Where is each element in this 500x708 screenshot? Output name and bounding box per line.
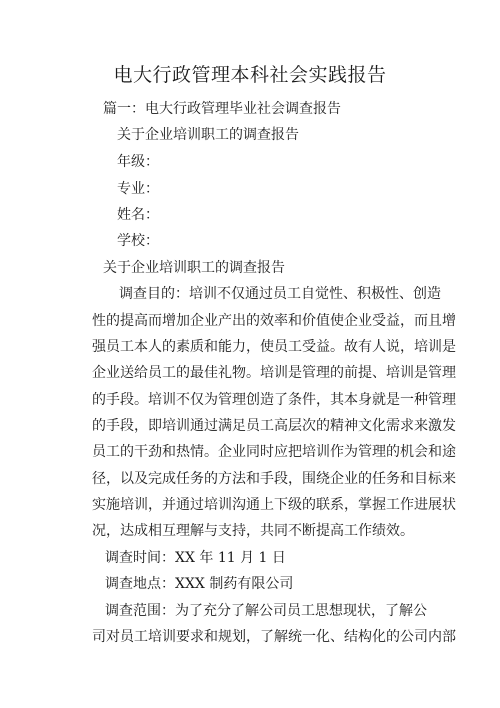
document-subtitle: 篇一：电大行政管理毕业社会调查报告 [103,101,341,117]
purpose-line: 调查目的：培训不仅通过员工自觉性、积极性、创造 [119,286,441,302]
document-title: 电大行政管理本科社会实践报告 [113,64,387,86]
purpose-line: 员工的干劲和热情。企业同时应把培训作为管理的机会和途 [92,444,456,460]
purpose-line: 实施培训，并通过培训沟通上下级的联系，掌握工作进展状 [92,497,456,513]
field-grade: 年级： [117,154,159,170]
purpose-line: 强员工本人的素质和能力，使员工受益。故有人说，培训是 [92,339,456,355]
purpose-line: 径，以及完成任务的方法和手段，围绕企业的任务和目标来 [92,471,456,487]
scope-line: 调查范围：为了充分了解公司员工思想现状，了解公 [105,603,427,619]
purpose-line: 的手段。培训不仅为管理创造了条件，其本身就是一种管理 [92,392,456,408]
scope-line: 司对员工培训要求和规划，了解统一化、结构化的公司内部 [92,629,456,645]
report-title-2: 关于企业培训职工的调查报告 [103,260,285,276]
survey-time: 调查时间：XX 年 11 月 1 日 [105,550,286,566]
survey-location: 调查地点：XXX 制药有限公司 [105,576,294,592]
report-title: 关于企业培训职工的调查报告 [117,127,299,143]
purpose-line: 性的提高而增加企业产出的效率和价值使企业受益，而且增 [92,313,456,329]
purpose-line: 况，达成相互理解与支持，共同不断提高工作绩效。 [92,523,414,539]
purpose-line: 企业送给员工的最佳礼物。培训是管理的前提、培训是管理 [92,365,456,381]
field-name: 姓名： [117,207,159,223]
field-major: 专业： [117,181,159,197]
purpose-line: 的手段，即培训通过满足员工高层次的精神文化需求来激发 [92,418,456,434]
field-school: 学校： [117,233,159,249]
